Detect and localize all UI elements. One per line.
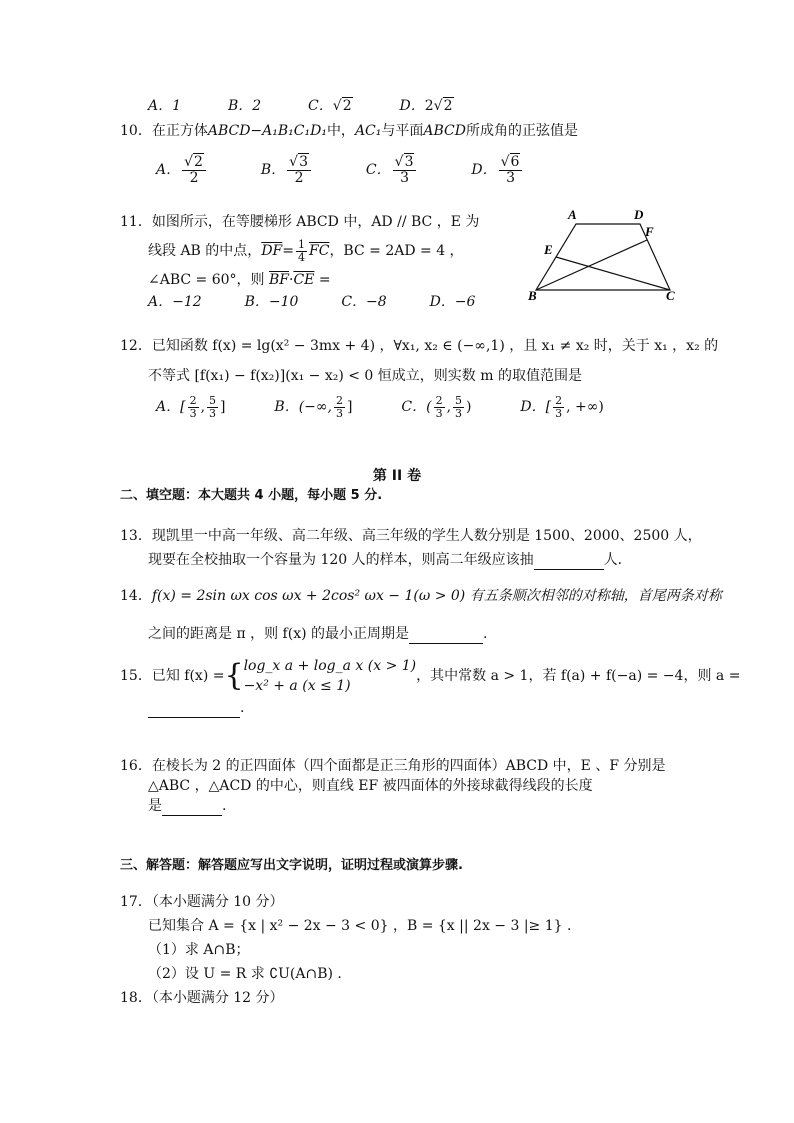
q10-option-a-label: A． — [156, 162, 181, 178]
q13-line1 — [120, 526, 702, 546]
numerator: 1 — [298, 237, 305, 251]
fraction — [334, 395, 345, 419]
q17-text: 已知集合 A = {x | x² − 2x − 3 < 0} ，B = {x || 2x − 3 |≥ 1} . — [148, 918, 572, 934]
vector-fc: $\overline{FC}$ — [309, 243, 330, 259]
numerator: 5 — [209, 393, 217, 407]
radicand: 3 — [404, 153, 414, 170]
q15-text: ，其中常数 a > 1，若 f(a) + f(−a) = −4，则 a = — [416, 668, 741, 684]
q10-text: 中， — [326, 123, 355, 139]
q11-line3 — [148, 270, 331, 290]
q16-line2 — [148, 776, 593, 796]
q12-option-a-open: A．[ — [156, 399, 186, 415]
radicand: 6 — [510, 153, 520, 170]
denominator: 3 — [400, 169, 410, 186]
q10-stem — [120, 121, 578, 141]
q12-option-c-close: ) — [466, 399, 472, 415]
question-number: 11． — [120, 214, 152, 230]
q12-text: 已知函数 f(x) = lg(x² − 3mx + 4) ，∀x₁, x₂ ∈ (−∞,1) ，且 x₁ ≠ x₂ 时，关于 x₁ ，x₂ 的 — [151, 338, 719, 354]
q9-options — [148, 96, 454, 116]
q17-part2: （2）设 U = R 求 ∁U(A∩B) . — [148, 966, 342, 982]
question-number: 13． — [120, 528, 152, 544]
q10-option-a: $\frac{√2}{2}$ — [182, 155, 206, 185]
answer-blank[interactable] — [534, 569, 604, 570]
q12-options: A．[ $\frac{2}{3}$ , $\frac{5}{3}$ ] B．(−∞, $\frac{2}{3}$ ] C．( $\frac{2}{3}$ , $\frac{5}{3}$ ) D．[ $\frac{2}{3}$ , +∞) — [156, 393, 604, 420]
denominator: 3 — [506, 169, 515, 186]
q17-score: （本小题满分 10 分） — [151, 894, 284, 910]
numerator: 2 — [336, 393, 343, 407]
numerator: 2 — [435, 393, 443, 407]
label-c: C — [666, 288, 675, 303]
q17-header — [120, 892, 284, 912]
denominator: 3 — [209, 406, 217, 420]
q10-option-c-label: C． — [365, 162, 391, 178]
q18-score: （本小题满分 12 分） — [151, 990, 284, 1006]
answer-blank[interactable] — [409, 643, 483, 644]
answer-blank[interactable] — [162, 815, 222, 816]
answer-blank[interactable] — [148, 717, 240, 718]
denominator: 4 — [298, 250, 305, 264]
q10-option-c: $\frac{√3}{3}$ — [393, 155, 417, 185]
q17-part1: （1）求 A∩B； — [148, 942, 250, 958]
question-number: 15． — [120, 668, 152, 684]
denominator: 3 — [435, 406, 443, 420]
q16-line1 — [120, 756, 666, 776]
q11-line2 — [148, 234, 464, 268]
q16-text: . — [222, 798, 227, 814]
q18-header — [120, 988, 284, 1008]
q10-text: 所成角的正弦值是 — [465, 123, 578, 139]
denominator: 3 — [336, 406, 343, 420]
q16-text: △ABC ，△ACD 的中心，则直线 EF 被四面体的外接球截得线段的长度 — [148, 778, 593, 794]
q12-option-b-close: ] — [347, 399, 353, 415]
denominator: 3 — [189, 406, 197, 420]
q9-option-a: A．1 — [148, 98, 182, 114]
q15-text: 已知 f(x) = — [151, 668, 225, 684]
q12-option-b-open: B．(−∞, — [274, 399, 332, 415]
question-number: 16． — [120, 758, 152, 774]
q10-options — [156, 150, 524, 190]
q13-text: 人． — [603, 552, 632, 568]
q12-option-d-close: , +∞) — [566, 399, 604, 415]
q15-line1 — [120, 656, 740, 696]
sqrt-sign: √ — [433, 98, 443, 114]
radicand: 2 — [194, 153, 203, 170]
section-heading-fill-in: 二、填空题：本大题共 4 小题，每小题 5 分. — [120, 488, 383, 503]
q12-option-a-close: ] — [220, 399, 226, 415]
q13-line2 — [148, 550, 632, 570]
label-d: D — [634, 207, 644, 222]
q11-options — [148, 292, 475, 312]
denominator: 3 — [455, 406, 463, 420]
denominator: 2 — [294, 169, 304, 186]
q11-text: 如图所示，在等腰梯形 ABCD 中，AD // BC ，E 为 — [151, 214, 480, 230]
q14-text: . — [483, 626, 488, 642]
q10-option-d-label: D． — [471, 162, 497, 178]
q9-option-c-radicand: 2 — [342, 98, 352, 114]
q17-line1 — [148, 916, 571, 936]
q12-line1 — [120, 336, 718, 356]
q11-text: ，BC = 2AD = 4 ， — [329, 243, 464, 259]
question-number: 14． — [120, 588, 152, 604]
dot-product: · — [289, 272, 294, 288]
fraction — [188, 395, 199, 419]
question-number: 12． — [120, 338, 152, 354]
q11-option-b: B．−10 — [244, 294, 299, 310]
denominator: 2 — [189, 169, 199, 186]
sqrt-sign: √ — [332, 98, 342, 114]
case-2: −x² + a (x ≤ 1) — [243, 678, 351, 694]
q10-text: 与平面 — [381, 123, 424, 139]
q11-option-c: C．−8 — [341, 294, 387, 310]
q14-line1 — [120, 586, 722, 606]
fraction — [553, 395, 564, 419]
q11-text: ∠ABC = 60°，则 — [148, 272, 265, 288]
q15-text: . — [240, 700, 245, 716]
denominator: 3 — [555, 406, 563, 420]
left-brace: { — [224, 658, 244, 693]
q12-text: 不等式 [f(x₁) − f(x₂)](x₁ − x₂) < 0 恒成立，则实数 m 的取值范围是 — [148, 368, 582, 384]
numerator: 2 — [189, 393, 197, 407]
section-heading-solve: 三、解答题：解答题应写出文字说明，证明过程或演算步骤. — [120, 858, 463, 873]
q10-line: AC₁ — [354, 123, 382, 139]
q10-option-b: $\frac{√3}{2}$ — [287, 155, 311, 185]
q16-text: 是 — [148, 798, 162, 814]
q11-text: 线段 AB 的中点， — [148, 243, 262, 259]
q13-text: 现要在全校抽取一个容量为 120 人的样本，则高二年级应该抽 — [148, 552, 534, 568]
q10-option-d: $\frac{√6}{3}$ — [499, 155, 523, 185]
q10-plane: ABCD — [423, 123, 466, 139]
q11-text: = — [318, 272, 331, 288]
q11-option-a: A．−12 — [148, 294, 202, 310]
case-1: log_x a + log_a x (x > 1) — [243, 658, 417, 674]
q12-option-c-open: C．( — [401, 399, 432, 415]
question-number: 18． — [120, 990, 152, 1006]
vector-df: $\overline{DF}$ — [261, 243, 283, 259]
q10-option-b-label: B． — [260, 162, 286, 178]
part-title: 第 II 卷 — [372, 468, 422, 484]
q14-text: 之间的距离是 π ，则 f(x) 的最小正周期是 — [148, 626, 410, 642]
vector-bf: $\overline{BF}$ — [269, 272, 290, 288]
q11-line1 — [120, 212, 479, 232]
fraction — [453, 395, 464, 419]
q9-option-d-radicand: 2 — [443, 98, 453, 114]
q14-line2 — [148, 624, 487, 644]
q16-text: 在棱长为 2 的正四面体（四个面都是正三角形的四面体）ABCD 中，E 、F 分别是 — [151, 758, 666, 774]
trapezoid-figure — [520, 204, 690, 308]
numerator: 2 — [555, 393, 563, 407]
q13-text: 现凯里一中高一年级、高二年级、高三年级的学生人数分别是 1500、2000、2500 人， — [151, 528, 702, 544]
label-a: A — [568, 207, 577, 222]
q9-option-d-coef: 2 — [424, 98, 434, 114]
fraction-one-quarter — [296, 239, 307, 263]
q11-option-d: D．−6 — [429, 294, 476, 310]
q9-option-d-label: D． — [399, 98, 425, 114]
piecewise-cases — [244, 656, 417, 696]
q15-line2 — [148, 698, 244, 718]
question-number: 10． — [120, 123, 152, 139]
label-e: E — [544, 242, 553, 257]
vector-ce: $\overline{CE}$ — [293, 272, 315, 288]
q12-option-d-open: D．[ — [520, 399, 552, 415]
q9-option-c-label: C． — [308, 98, 333, 114]
fraction — [434, 395, 445, 419]
q10-cube: ABCD−A₁B₁C₁D₁ — [207, 123, 327, 139]
q10-text: 在正方体 — [151, 123, 208, 139]
q14-text: f(x) = 2sin ωx cos ωx + 2cos² ωx − 1(ω > 0) 有五条顺次相邻的对称轴，首尾两条对称 — [151, 588, 722, 604]
q16-line3 — [148, 796, 226, 816]
radicand: 3 — [299, 153, 309, 170]
label-f: F — [645, 224, 654, 239]
equals: = — [282, 243, 294, 259]
fraction — [207, 395, 218, 419]
numerator: 5 — [455, 393, 463, 407]
q12-line2 — [148, 366, 582, 386]
q9-option-b: B．2 — [227, 98, 262, 114]
label-b: B — [528, 288, 537, 303]
question-number: 17． — [120, 894, 152, 910]
